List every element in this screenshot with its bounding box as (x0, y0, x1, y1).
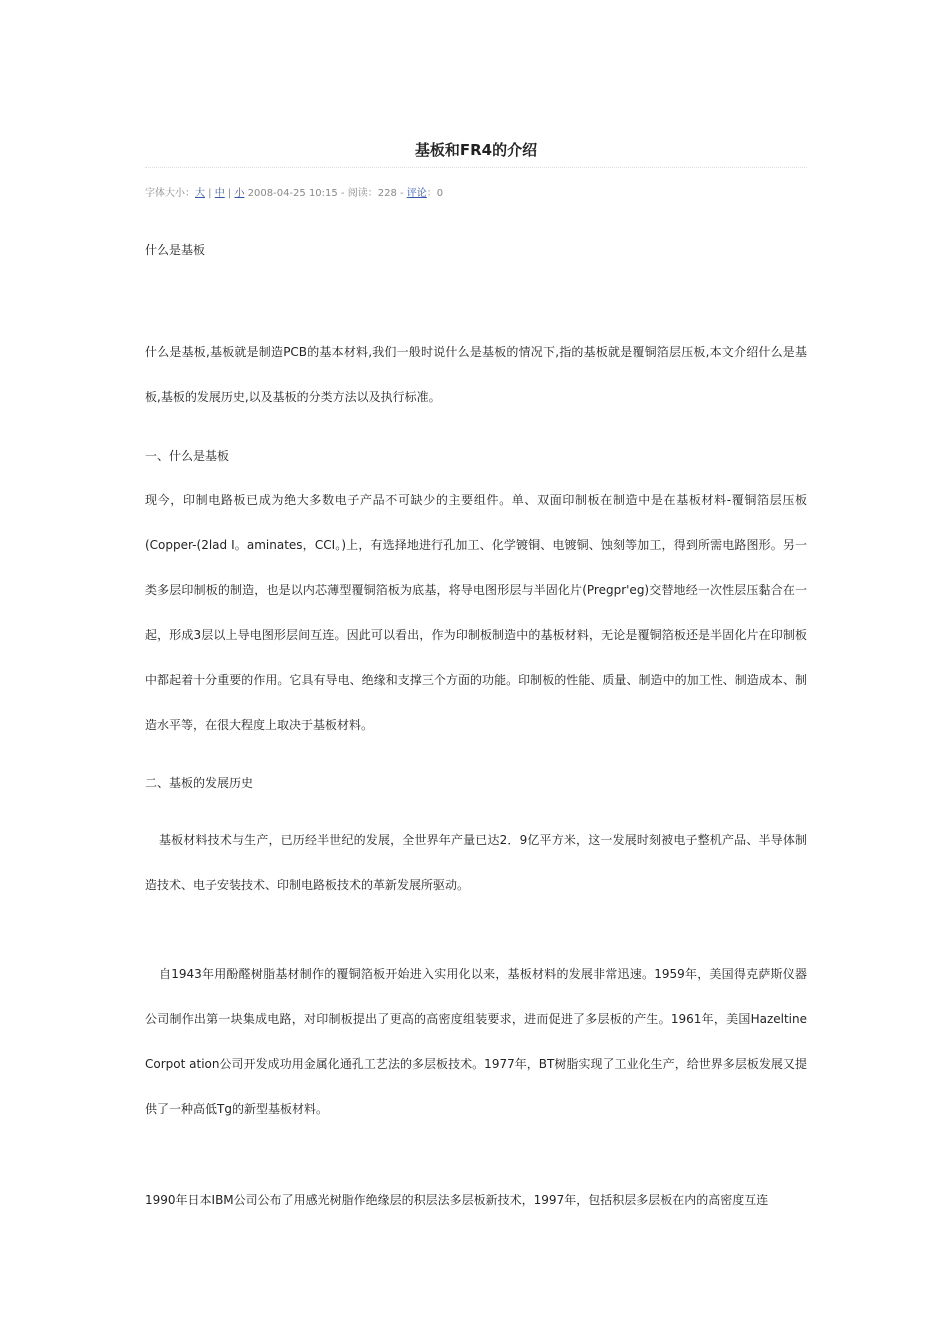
title-divider (145, 167, 807, 168)
reads-count: 228 (377, 188, 397, 199)
section2-paragraph-3: 1990年日本IBM公司公布了用感光树脂作绝缘层的积层法多层板新技术，1997年，包括积层多层板在内的高密度互连 (145, 1193, 769, 1207)
section1-heading: 一、什么是基板 (145, 449, 230, 463)
section2-heading: 二、基板的发展历史 (145, 776, 254, 790)
article-title: 基板和FR4的介绍 (414, 141, 538, 159)
post-datetime: 2008-04-25 10:15 - (244, 188, 348, 199)
comments-link[interactable]: 评论 (406, 188, 427, 199)
section2-paragraph-2: 自1943年用酚醛树脂基材制作的覆铜箔板开始进入实用化以来，基板材料的发展非常迅速。1959年，美国得克萨斯仪器公司制作出第一块集成电路，对印制板提出了更高的高密度组装要求，进而促进了多层板的产生。1961年，美国Hazeltine Corpot ation公司开发成功用金属化通孔工艺法的多层板技术。1977年，BT树脂实现了工业化生产，给世界多层板发展又提供了一种高低Tg的新型基板材料。 (145, 967, 807, 1116)
intro-paragraph: 什么是基板,基板就是制造PCB的基本材料,我们一般时说什么是基板的情况下,指的基板就是覆铜箔层压板,本文介绍什么是基板,基板的发展历史,以及基板的分类方法以及执行标准。 (145, 345, 807, 404)
meta-separator: | (205, 188, 215, 199)
font-size-small-link[interactable]: 小 (234, 188, 245, 199)
meta-separator: | (224, 188, 235, 199)
reads-label: 阅读： (347, 188, 378, 199)
font-size-medium-link[interactable]: 中 (214, 188, 225, 199)
font-size-large-link[interactable]: 大 (195, 188, 205, 199)
font-size-label: 字体大小： (145, 188, 195, 199)
section2-paragraph-1: 基板材料技术与生产，已历经半世纪的发展，全世界年产量已达2．9亿平方米，这一发展时刻被电子整机产品、半导体制造技术、电子安装技术、印制电路板技术的革新发展所驱动。 (145, 833, 807, 892)
comments-count: ：0 (426, 188, 444, 199)
intro-heading: 什么是基板 (145, 243, 206, 257)
section1-paragraph: 现今，印制电路板已成为绝大多数电子产品不可缺少的主要组件。单、双面印制板在制造中是在基板材料-覆铜箔层压板(Copper-(2lad I。aminates，CCI。)上，有选择地进行孔加工、化学镀铜、电镀铜、蚀刻等加工，得到所需电路图形。另一类多层印制板的制造，也是以内芯薄型覆铜箔板为底基，将导电图形层与半固化片(Pregpr'eg)交替地经一次性层压黏合在一起，形成3层以上导电图形层间互连。因此可以看出，作为印制板制造中的基板材料，无论是覆铜箔板还是半固化片在印制板中都起着十分重要的作用。它具有导电、绝缘和支撑三个方面的功能。印制板的性能、质量、制造中的加工性、制造成本、制造水平等，在很大程度上取决于基板材料。 (145, 493, 807, 732)
article-meta (145, 187, 443, 201)
meta-separator: - (396, 188, 407, 199)
